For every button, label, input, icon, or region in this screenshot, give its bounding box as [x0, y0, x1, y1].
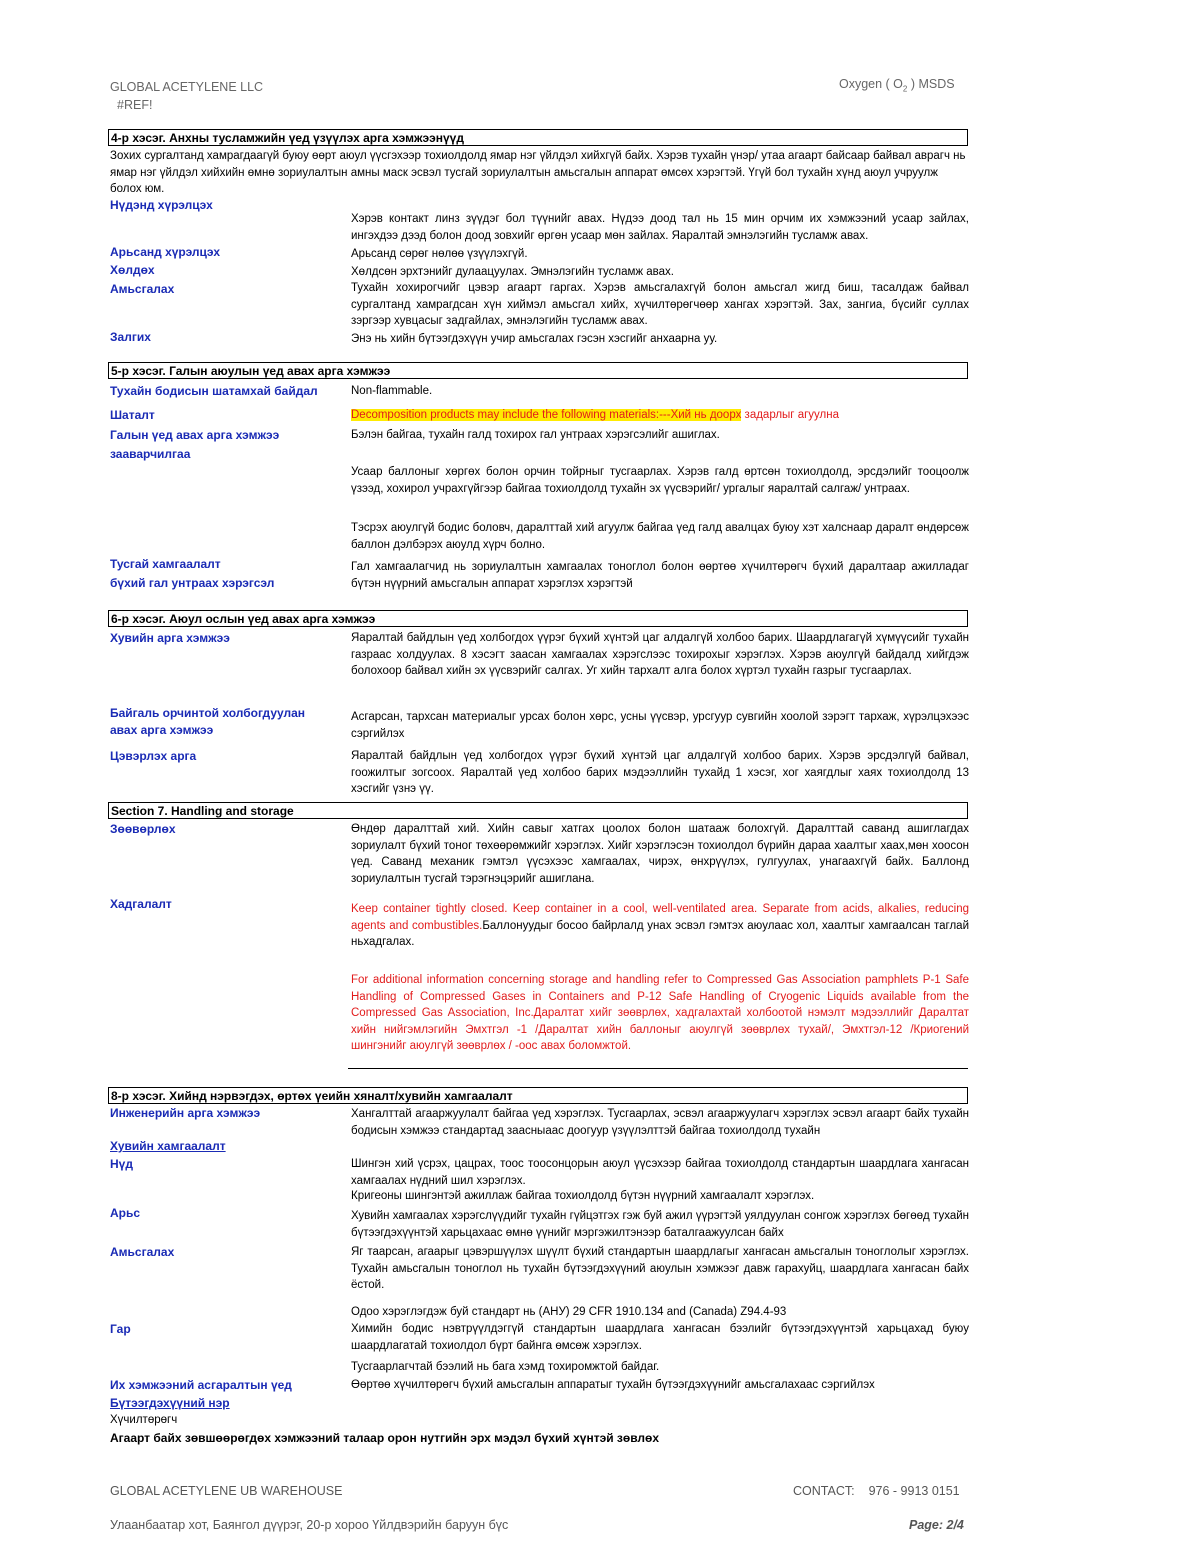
firefighting-text-2: Усаар баллоныг хөргөх болон орчин тойрныг тусгаарлах. Хэрэв галд өртсөн тохиолдолд, эрсдэлийг тооцоолж үзээд, хохирол учрахгүйгээр байгаа тохиолдолд тухайн эх үүсвэрийг/ ургалыг яаралтай салгаж/ унтраах. [351, 466, 969, 495]
footer-warehouse: GLOBAL ACETYLENE UB WAREHOUSE [110, 1484, 343, 1498]
cleanup-text: Яаралтай байдлын үед холбогдох үүрэг бүхий хүнтэй цаг алдалгүй холбоо барих. Хэрэв эрсдэлгүй байвал, гоожилтыг зогсоох. Яаралтай үед холбоо барих мэдээллийн тухайд 1 хэсэг, хог хаягдлыг хаях тохиолдолд 13 хэсгийг үзнэ үү. [351, 750, 969, 795]
environmental-label-2: авах арга хэмжээ [110, 723, 214, 737]
document-title [839, 76, 955, 98]
hand-protection-label: Гар [110, 1322, 131, 1336]
ppe-firefighters-label-2: бүхий гал унтраах хэрэгсэл [110, 576, 275, 590]
section-7-heading: Section 7. Handling and storage [108, 802, 968, 819]
firefighting-label-2 [110, 445, 340, 463]
doc-title-prefix: Oxygen ( O [839, 77, 903, 91]
inhalation-label: Амьсгалах [110, 282, 175, 296]
flammability-text: Non-flammable. [351, 385, 433, 397]
eye-protection-text-2: Кригеоны шингэнтэй ажиллаж байгаа тохиолдолд бүтэн нүүрний хамгаалалт хэрэглэх. [351, 1190, 815, 1202]
respiratory-text: Яг таарсан, агаарыг цэвэршүүлэх шүүлт бүхий стандартын шаардлагыг хангасан амьсгалын тоноглолыг хэрэглэх. Тухайн амьсгалын тоноглол нь тухайн бүтээгдэхүүний аюулын хэмжээг давж гарахуйц, шаардлага хангасан байх ёстой. [351, 1246, 969, 1291]
footer-contact-label: CONTACT: [793, 1484, 855, 1498]
exposure-limits-heading: Агаарт байх зөвшөөрөгдөх хэмжээний талаар орон нутгийн эрх мэдэл бүхий хүнтэй зөвлөх [110, 1431, 660, 1445]
handling-text: Өндөр даралттай хий. Хийн савыг хатгах цоолох болон шатааж болохгүй. Даралттай саванд ашиглагдах зориулалт бүхий тоног төхөөрөмжийг хэрэглэх. Хийг хэрэглэсэн тохиолдол бүрийн дараа хаалтыг хаах,мөн хоосон үед. Саванд механик гэмтэл үүсэхээс хамгаалах, чирэх, өнхрүүлэх, гулгуулах, унагаахгүй байх. Баллонд зориулалтын тусгай тэрэгнэцэрийг ашиглана. [351, 823, 969, 885]
product-name-label: Бүтээгдэхүүний нэр [110, 1396, 230, 1410]
skin-protection-label: Арьс [110, 1206, 141, 1220]
ingestion-label: Залгих [110, 330, 151, 344]
large-spill-label: Их хэмжээний асгаралтын үед [110, 1378, 292, 1392]
skin-contact-text: Арьсанд сөрөг нөлөө үзүүлэхгүй. [351, 248, 528, 260]
engineering-text: Хангалттай агааржуулалт байгаа үед хэрэглэх. Тусгаарлах, эсвэл агааржуулагч хэрэглэх эсвэл агаарт байх тухайн бодисын хэмжээ стандартад заасныаас доогуур үзүүлэлттэй байгаа тохиолдолд тухайн [351, 1108, 969, 1137]
handling-label: Зөөвөрлөх [110, 822, 176, 836]
eye-protection-label: Нүд [110, 1157, 133, 1171]
product-name-value: Хүчилтөрөгч [110, 1414, 178, 1426]
ppe-firefighters-label: Тусгай хамгаалалт [110, 557, 221, 571]
ingestion-text: Энэ нь хийн бүтээгдэхүүн учир амьсгалах гэсэн хэсгийг анхаарна уу. [351, 333, 718, 345]
frostbite-label: Хөлдөх [110, 263, 155, 277]
ppe-firefighters-text: Гал хамгаалагчид нь зориулалтын хамгаалах тоноглол болон өөртөө хүчилтөрөгч бүхий даралтаар ажилладаг бүтэн нүүрний амьсгалын аппарат хэрэглэх хэрэгтэй [351, 561, 969, 590]
engineering-label: Инженерийн арга хэмжээ [110, 1106, 261, 1120]
skin-contact-label: Арьсанд хүрэлцэх [110, 245, 221, 259]
storage-text-black: Баллонуудыг босоо байрлалд унах эсвэл гэмтэх аюулаас хол, хаалтыг хамгаалсан таглай ньхадгалах. [351, 919, 970, 948]
storage-text-red: Keep container tightly closed. Keep container in a cool, well-ventilated area. Separate from acids, alkalies, reducing agents and combustibles. [351, 903, 969, 932]
combustion-highlight: Decomposition products may include the following materials:---Хий нь доорх [351, 409, 742, 421]
ref-code: #REF! [117, 98, 153, 112]
additional-info-text: For additional information concerning storage and handling refer to Compressed Gas Association pamphlets P-1 Safe Handling of Compressed Gases in Containers and P-12 Safe Handling of Cryogenic Liquids available from the Compressed Gas Association, Inc.Даралтат хийг зөөврлөх, хадгалахтай холбоотой нэмэлт мэдээллийг Даралтат хийн нийгэмлэгийн Эмхтгэл -1 /Даралтат хийн баллоныг аюулгүй зөөврлөх тухай/, Эмхтгэл-12 /Криогений шингэнийг аюулгүй зөөврлөх / -оос авах боломжтой. [351, 974, 969, 1052]
firefighting-text-3: Тэсрэх аюулгүй бодис боловч, даралттай хий агуулж байгаа үед галд авалцах буюу хэт халснаар даралт өндөрсөж баллон дэлбэрэх аюулд хүрч болно. [351, 522, 969, 551]
inhalation-text: Тухайн хохирогчийг цэвэр агаарт гаргах. Хэрэв амьсгалахгүй болон амьсгал жигд биш, тасалдаж байвал сургалтанд хамрагдсан хүн хиймэл амьсгал хийх, хүчилтөрөгчөөр хангах хэрэгтэй. Зах, зангиа, бүсийг суллах зэргээр хувцасыг задгайлах, эмнэлэгийн тусламж авах. [351, 282, 969, 327]
firefighting-label-2a: заавар [110, 447, 151, 461]
hand-protection-text-2: Тусгаарлагчтай бээлий нь бага хэмд тохиромжтой байдаг. [351, 1361, 660, 1373]
firefighting-text-1: Бэлэн байгаа, тухайн галд тохирох гал унтраах хэрэгсэлийг ашиглах. [351, 429, 720, 441]
frostbite-text: Хөлдсөн эрхтэнийг дулаацуулах. Эмнэлэгийн тусламж авах. [351, 266, 675, 278]
footer-contact-phone: 976 - 9913 0151 [868, 1484, 960, 1498]
doc-title-subscript: 2 [902, 84, 908, 94]
section-7-end-rule [348, 1068, 968, 1069]
personal-protection-label: Хувийн хамгаалалт [110, 1139, 226, 1153]
eyes-label: Нүдэнд хүрэлцэх [110, 198, 213, 212]
storage-label: Хадгалалт [110, 897, 172, 911]
eyes-text: Хэрэв контакт линз зүүдэг бол түүнийг авах. Нүдээ доод тал нь 15 мин орчим их хэмжээний усаар зайлах, ингэхдээ дээд болон доод зовхийг өргөн усаар мөн зайлах. Яаралтай эмнэлэгийн тусламж авах. [351, 213, 969, 242]
skin-protection-text: Хувийн хамгаалах хэрэгслүүдийг тухайн гүйцэтгэх гэж буй ажил үүрэгтэй уялдуулан сонгож хэрэглэх бөгөөд тухайн бүтээгдэхүүнтэй харьцахаас өмнө үүнийг мэргэжилтэнээр баталгаажуулсан байх [351, 1210, 969, 1239]
footer-contact [793, 1483, 960, 1500]
hand-protection-text: Химийн бодис нэвтрүүлдэггүй стандартын шаардлага хангасан бээлийг бүтээгдэхүүнтэй харьцахад буюу шаардлагатай тохиолдол бүрт байнга өмсөж хэрэглэх. [351, 1323, 969, 1352]
section-5-heading: 5-р хэсэг. Галын аюулын үед авах арга хэмжээ [108, 362, 968, 379]
section-8-heading: 8-р хэсэг. Хийнд нэрвэгдэх, өртөх үеийн хяналт/хувийн хамгаалалт [108, 1087, 968, 1104]
footer-page-number: Page: 2/4 [909, 1518, 964, 1532]
flammability-label: Тухайн бодисын шатамхай байдал [110, 384, 318, 398]
respiratory-label: Амьсгалах [110, 1245, 175, 1259]
section-6-heading: 6-р хэсэг. Аюул ослын үед авах арга хэмжээ [108, 610, 968, 627]
company-name: GLOBAL ACETYLENE LLC [110, 80, 264, 94]
firefighting-label: Галын үед авах арга хэмжээ [110, 428, 280, 442]
doc-title-suffix: ) MSDS [907, 77, 955, 91]
eye-protection-text: Шингэн хий үсрэх, цацрах, тоос тоосонцорын аюул үүсэхээр байгаа тохиолдолд стандартын шаардлага хангасан хамгаалах нүдний шил хэрэглэх. [351, 1158, 969, 1187]
combustion-label: Шаталт [110, 408, 155, 422]
storage-text [351, 901, 969, 951]
section-4-intro: Зохих сургалтанд хамрагдаагүй буюу өөрт аюул үүсгэхээр тохиолдолд ямар нэг үйлдэл хийхгүй байх. Хэрэв тухайн үнэр/ утаа агаарт байсаар байвал аврагч нь ямар нэг үйлдэл хийхийн өмнө зориулалтын амны маск эсвэл тусгай зориулалтын амьсгалын аппарат өмсөх хэрэгтэй. Үгүй бол тухайн хүнд аюул учруулж болох юм. [110, 150, 966, 195]
combustion-text-rest: задарлыг агуулна [741, 409, 839, 421]
personal-precautions-text: Яаралтай байдлын үед холбогдох үүрэг бүхий хүнтэй цаг алдалгүй холбоо барих. Шаардлагагүй хүмүүсийг тухайн газраас холдуулах. 8 хэсэгт заасан хамгаалах хэрэгслээс тохирохыг хэрэглэх. Хэрэв аюулгүй байдалд хийгдэж болохоор байвал хийн эх үүсвэрийг салгах. Уг хийн тархалт алга болох хүртэл тухайн газрыг тусгаарлах. [351, 632, 969, 677]
combustion-text [351, 407, 969, 424]
firefighting-label-2b: чилгаа [150, 447, 191, 461]
respiratory-text-2: Одоо хэрэглэгдэж буй стандарт нь (АНУ) 29 CFR 1910.134 and (Canada) Z94.4-93 [351, 1306, 787, 1318]
footer-address: Улаанбаатар хот, Баянгол дүүрэг, 20-р хороо Үйлдвэрийн баруун бүс [110, 1518, 509, 1532]
section-4-heading: 4-р хэсэг. Анхны тусламжийн үед үзүүлэх арга хэмжээнүүд [108, 129, 968, 146]
environmental-text: Асгарсан, тархсан материалыг урсах болон хөрс, усны үүсвэр, урсгуур сувгийн хоолой зэрэгт тархаж, хүрэлцэхээс сэргийлэх [351, 711, 969, 740]
personal-precautions-label: Хувийн арга хэмжээ [110, 631, 230, 645]
large-spill-text: Өөртөө хүчилтөрөгч бүхий амьсгалын аппаратыг тухайн бүтээгдэхүүнийг амьсгалахаас сэргийлэх [351, 1379, 875, 1391]
environmental-label: Байгаль орчинтой холбогдуулан [110, 706, 306, 720]
cleanup-label: Цэвэрлэх арга [110, 749, 197, 763]
